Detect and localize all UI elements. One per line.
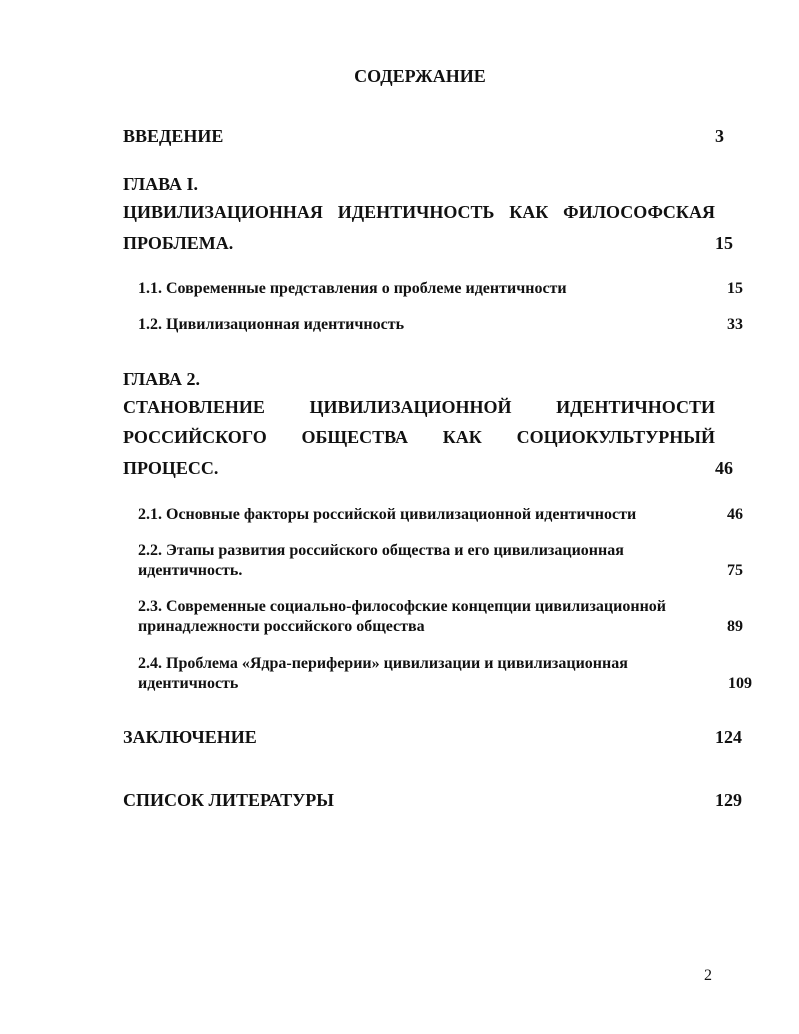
chapter1-title-word: ФИЛОСОФСКАЯ [563,202,715,222]
chapter2-title-word: ОБЩЕСТВА [301,427,409,447]
chapter1-title-word: ЦИВИЛИЗАЦИОННАЯ [123,202,323,222]
toc-references-page: 129 [715,790,742,810]
toc-section-2-3-label-line2: принадлежности российского общества [138,618,425,635]
toc-section-2-1-label: 2.1. Основные факторы российской цивилизационной идентичности [138,506,637,523]
toc-section-1-2-label: 1.2. Цивилизационная идентичность [138,316,405,333]
toc-section-2-4-label-line1: 2.4. Проблема «Ядра-периферии» цивилизации и цивилизационная [138,655,628,672]
chapter2-title-line3: ПРОЦЕСС. [123,458,219,478]
chapter2-title-word: РОССИЙСКОГО [123,427,267,447]
chapter1-heading: ГЛАВА I. [123,174,199,194]
toc-intro-page: 3 [715,126,724,146]
toc-section-2-2-label-line2: идентичность. [138,562,243,579]
toc-section-1-1-page: 15 [727,280,743,297]
toc-conclusion-page: 124 [715,727,742,747]
chapter1-title-word: КАК [509,202,549,222]
toc-section-1-2-page: 33 [727,316,743,333]
chapter1-title-word: ИДЕНТИЧНОСТЬ [337,202,495,222]
toc-references-label: СПИСОК ЛИТЕРАТУРЫ [123,790,334,810]
toc-section-2-1-page: 46 [727,506,743,523]
chapter2-title-word: СОЦИОКУЛЬТУРНЫЙ [516,427,715,447]
page-number: 2 [704,967,712,984]
toc-intro-label: ВВЕДЕНИЕ [123,126,224,146]
chapter2-title-line2 [123,427,715,448]
chapter1-page: 15 [715,233,733,253]
toc-conclusion-label: ЗАКЛЮЧЕНИЕ [123,727,257,747]
toc-section-2-4-page: 109 [728,675,752,692]
toc-section-2-3-label-line1: 2.3. Современные социально-философские концепции цивилизационной [138,598,667,615]
toc-section-2-4-label-line2: идентичность [138,675,239,692]
chapter2-title-word: КАК [442,427,482,447]
toc-section-1-1-label: 1.1. Современные представления о проблеме идентичности [138,280,567,297]
chapter2-heading: ГЛАВА 2. [123,369,201,389]
page-title: СОДЕРЖАНИЕ [354,66,486,86]
chapter1-title-line2: ПРОБЛЕМА. [123,233,234,253]
chapter2-page: 46 [715,458,733,478]
chapter2-title-word: ИДЕНТИЧНОСТИ [556,397,715,417]
toc-section-2-3-page: 89 [727,618,743,635]
chapter1-title-line1 [123,202,715,223]
chapter2-title-line1 [123,397,715,418]
toc-section-2-2-page: 75 [727,562,743,579]
toc-section-2-2-label-line1: 2.2. Этапы развития российского общества и его цивилизационная [138,542,624,559]
chapter2-title-word: ЦИВИЛИЗАЦИОННОЙ [309,397,512,417]
chapter2-title-word: СТАНОВЛЕНИЕ [123,397,265,417]
